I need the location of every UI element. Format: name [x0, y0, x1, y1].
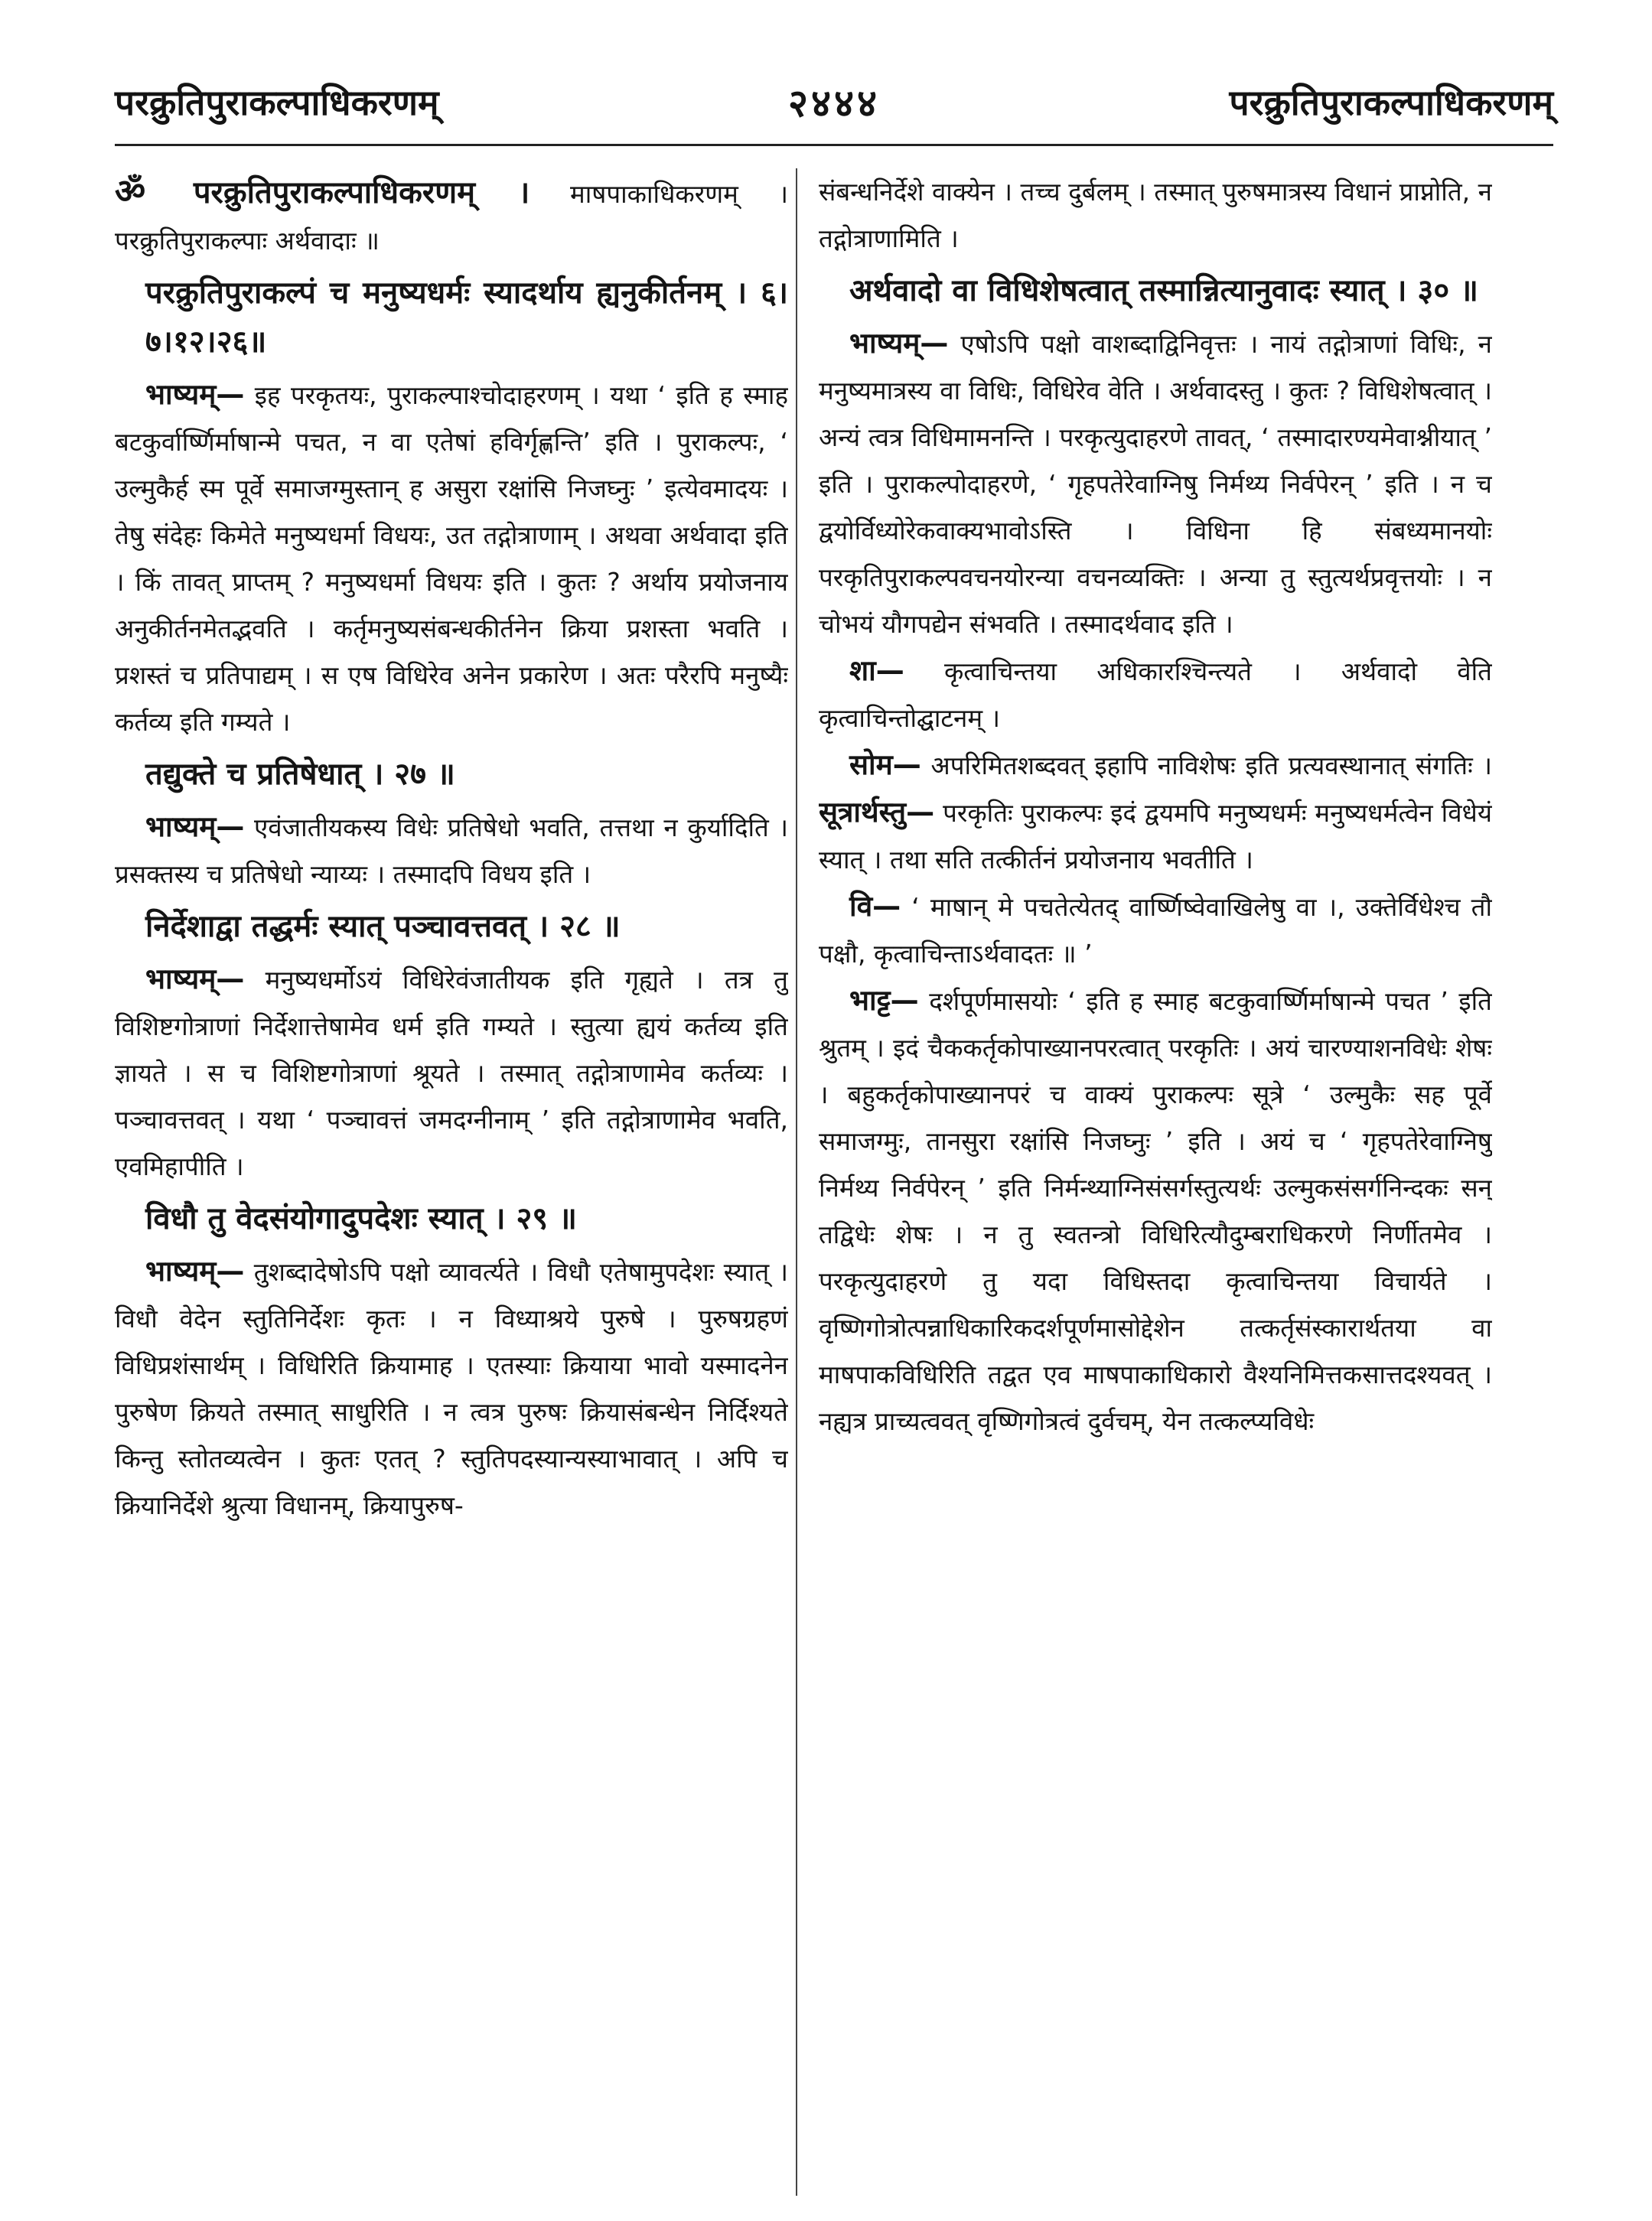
- bhashya-30-text: एषोऽपि पक्षो वाशब्दाद्विनिवृत्तः । नायं तद्गोत्राणां विधिः, न मनुष्यमात्रस्य वा विधिः, विधिरेव वेति । अर्थवादस्तु । कुतः ? विधिशेषत्वात् । अन्यं त्वत्र विधिमामनन्ति । परकृत्युदाहरणे तावत्, ‘ तस्मादारण्यमेवाश्नीयात् ’ इति । पुराकल्पोदाहरणे, ‘ गृहपतेरेवाग्निषु निर्मथ्य निर्वपेरन् ’ इति । न च द्वयोर्विध्योरेकवाक्यभावोऽस्ति । विधिना हि संबध्यमानयोः परकृतिपुराकल्पवचनयोरन्या वचनव्यक्तिः । अन्या तु स्तुत्यर्थप्रवृत्तयोः । न चोभयं यौगपद्येन संभवति । तस्मादर्थवाद इति ।: [819, 329, 1492, 639]
- bhatta-label: भाट्ट—: [849, 984, 919, 1017]
- bhashya-29: [115, 1248, 788, 1529]
- soma-label: सोम—: [849, 748, 921, 781]
- bhashya-28: [115, 956, 788, 1190]
- sutra-30: अर्थवादो वा विधिशेषत्वात् तस्मान्नित्यानुवादः स्यात् । ३० ॥: [849, 273, 1478, 308]
- right-column: [819, 168, 1492, 2196]
- bhashya-30: [819, 320, 1492, 647]
- sutra-26: परक्रुतिपुराकल्पं च मनुष्यधर्मः स्यादर्थाय ह्यनुकीर्तनम् । ६।७।१२।२६॥: [145, 275, 788, 360]
- commentary-sha: [819, 647, 1492, 741]
- sutra-28: निर्देशाद्वा तद्धर्मः स्यात् पञ्चावत्तवत् । २८ ॥: [145, 909, 621, 944]
- left-column: [115, 168, 788, 2196]
- commentary-vi: [819, 883, 1492, 977]
- continuation-text: संबन्धनिर्देशे वाक्येन । तच्च दुर्बलम् । तस्मात् पुरुषमात्रस्य विधानं प्राप्नोति, न तद्गोत्राणामिति ।: [819, 177, 1492, 253]
- bhashya-29-text: तुशब्दादेषोऽपि पक्षो व्यावर्त्यते । विधौ एतेषामुपदेशः स्यात् । विधौ वेदेन स्तुतिनिर्देशः कृतः । न विध्याश्रये पुरुषे । पुरुषग्रहणं विधिप्रशंसार्थम् । विधिरिति क्रियामाह । एतस्याः क्रियाया भावो यस्मादनेन पुरुषेण क्रियते तस्मात् साधुरिति । न त्वत्र पुरुषः क्रियासंबन्धेन निर्दिश्यते किन्तु स्तोतव्यत्वेन । कुतः एतत् ? स्तुतिपदस्यान्यस्याभावात् । अपि च क्रियानिर्देशे श्रुत्या विधानम्, क्रियापुरुष-: [115, 1257, 788, 1520]
- sutra-29: विधौ तु वेदसंयोगादुपदेशः स्यात् । २९ ॥: [145, 1201, 577, 1236]
- soma-text: अपरिमितशब्दवत् इहापि नाविशेषः इति प्रत्यवस्थानात् संगतिः ।: [930, 751, 1492, 780]
- adhikarana-title: परक्रुतिपुराकल्पाधिकरणम् ।: [193, 175, 530, 210]
- om-symbol: ॐ: [115, 172, 146, 211]
- bhashya-label: भाष्यम्—: [145, 378, 245, 411]
- page-number: २४४४: [788, 81, 880, 125]
- commentary-bhatta: [819, 977, 1492, 1444]
- bhashya-label: भाष्यम्—: [849, 327, 949, 360]
- header-rule: [115, 144, 1553, 146]
- sha-text: कृत्वाचिन्तया अधिकारश्चिन्त्यते । अर्थवादो वेति कृत्वाचिन्तोद्घाटनम् ।: [819, 656, 1492, 733]
- header-right-title: परक्रुतिपुराकल्पाधिकरणम्: [1229, 82, 1553, 123]
- bhashya-26: [115, 371, 788, 745]
- commentary-soma: [819, 741, 1492, 883]
- adhikarana-rest: माषपाकाधिकरणम् । परक्रुतिपुराकल्पाः अर्थवादाः ॥: [115, 179, 788, 256]
- adhikarana-heading: [115, 168, 788, 264]
- header-left-title: परक्रुतिपुराकल्पाधिकरणम्: [115, 82, 439, 123]
- sutrartha-label: सूत्रार्थस्तु—: [819, 796, 935, 829]
- bhashya-label: भाष्यम्—: [145, 962, 245, 995]
- bhashya-label: भाष्यम्—: [145, 810, 245, 843]
- bhashya-27: [115, 803, 788, 897]
- sha-label: शा—: [849, 654, 904, 687]
- vi-text: ‘ माषान् मे पचतेत्येतद् वार्ष्णिष्वेवाखिलेषु वा ।, उक्तेर्विधेश्च तौ पक्षौ, कृत्वाचिन्ताऽर्थवादतः ॥ ’: [819, 892, 1492, 969]
- bhatta-text: दर्शपूर्णमासयोः ‘ इति ह स्माह बटकुवार्ष्णिर्माषान्मे पचत ’ इति श्रुतम् । इदं चैककर्तृकोपाख्यानपरत्वात् परकृतिः । अयं चारण्याशनविधेः शेषः । बहुकर्तृकोपाख्यानपरं च वाक्यं पुराकल्पः सूत्रे ‘ उल्मुकैः सह पूर्वे समाजग्मुः, तानसुरा रक्षांसि निजघ्नुः ’ इति । अयं च ‘ गृहपतेरेवाग्निषु निर्मथ्य निर्वपेरन् ’ इति निर्मन्थ्याग्निसंसर्गस्तुत्यर्थः उल्मुकसंसर्गनिन्दकः सन् तद्विधेः शेषः । न तु स्वतन्त्रो विधिरित्यौदुम्बराधिकरणे निर्णीतमेव । परकृत्युदाहरणे तु यदा विधिस्तदा कृत्वाचिन्तया विचार्यते । वृष्णिगोत्रोत्पन्नाधिकारिकदर्शपूर्णमासोद्देशेन तत्कर्तृसंस्कारार्थतया वा माषपाकविधिरिति तद्वत एव माषपाकाधिकारो वैश्यनिमित्तकसात्तदश्यवत् । नह्यत्र प्राच्यत्ववत् वृष्णिगोत्रत्वं दुर्वचम्, येन तत्कल्प्यविधेः: [819, 986, 1492, 1436]
- bhashya-label: भाष्यम्—: [145, 1255, 245, 1288]
- sutra-27: तद्युक्ते च प्रतिषेधात् । २७ ॥: [145, 757, 455, 792]
- sutrartha-text: परकृतिः पुराकल्पः इदं द्वयमपि मनुष्यधर्मः मनुष्यधर्मत्वेन विधेयं स्यात् । तथा सति तत्कीर्तनं प्रयोजनाय भवतीति ।: [819, 798, 1492, 874]
- bhashya-26-text: इह परकृतयः, पुराकल्पाश्चोदाहरणम् । यथा ‘ इति ह स्माह बटकुर्वार्ष्णिर्माषान्मे पचत, न वा एतेषां हविर्गृह्णन्ति’ इति । पुराकल्पः, ‘ उल्मुकैर्ह स्म पूर्वे समाजग्मुस्तान् ह असुरा रक्षांसि निजघ्नुः ’ इत्येवमादयः । तेषु संदेहः किमेते मनुष्यधर्मा विधयः, उत तद्गोत्राणाम् । अथवा अर्थवादा इति । किं तावत् प्राप्तम् ? मनुष्यधर्मा विधयः इति । कुतः ? अर्थाय प्रयोजनाय अनुकीर्तनमेतद्भवति । कर्तृमनुष्यसंबन्धकीर्तनेन क्रिया प्रशस्ता भवति । प्रशस्तं च प्रतिपाद्यम् । स एष विधिरेव अनेन प्रकारेण । अतः परैरपि मनुष्यैः कर्तव्य इति गम्यते ।: [115, 380, 788, 737]
- vi-label: वि—: [849, 890, 901, 923]
- column-divider: [796, 168, 797, 2196]
- bhashya-28-text: मनुष्यधर्मोऽयं विधिरेवंजातीयक इति गृह्यते । तत्र तु विशिष्टगोत्राणां निर्देशात्तेषामेव धर्म इति गम्यते । स्तुत्या ह्ययं कर्तव्य इति ज्ञायते । स च विशिष्टगोत्राणां श्रूयते । तस्मात् तद्गोत्राणामेव कर्तव्यः । पञ्चावत्तवत् । यथा ‘ पञ्चावत्तं जमदग्नीनाम् ’ इति तद्गोत्राणामेव भवति, एवमिहापीति ।: [115, 965, 788, 1181]
- bhashya-27-text: एवंजातीयकस्य विधेः प्रतिषेधो भवति, तत्तथा न कुर्यादिति । प्रसक्तस्य च प्रतिषेधो न्याय्यः । तस्मादपि विधय इति ।: [115, 813, 788, 889]
- page-header: [115, 67, 1553, 136]
